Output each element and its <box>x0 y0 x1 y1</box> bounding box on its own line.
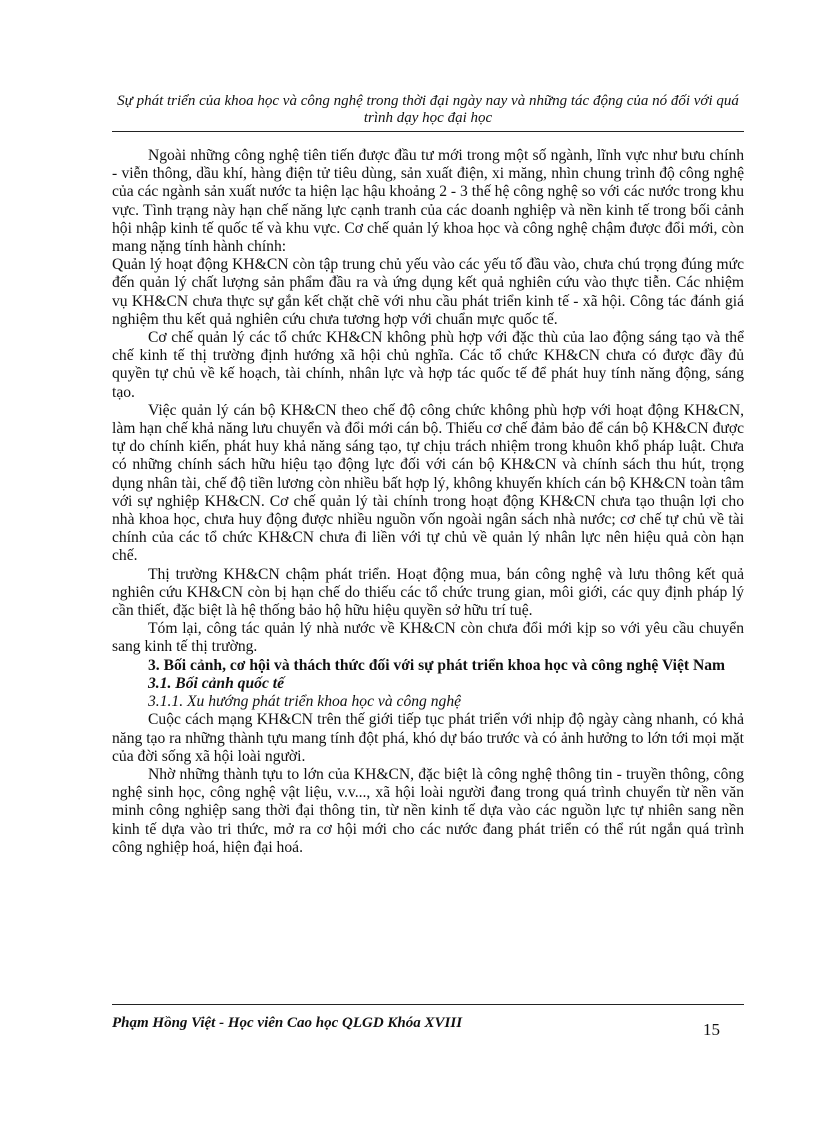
paragraph-summary: Tóm lại, công tác quản lý nhà nước về KH&CN còn chưa đổi mới kịp so với yêu cầu chuyển sang kinh tế thị trường. <box>112 620 744 656</box>
paragraph-organization-mechanism: Cơ chế quản lý các tổ chức KH&CN không phù hợp với đặc thù của lao động sáng tạo và thể chế kinh tế thị trường định hướng xã hội chủ nghĩa. Các tổ chức KH&CN chưa có được đầy đủ quyền tự chủ về kế hoạch, tài chính, nhân lực và hợp tác quốc tế để phát huy tính năng động, sáng tạo. <box>112 329 744 401</box>
page-body <box>112 147 744 857</box>
section-heading-3: 3. Bối cảnh, cơ hội và thách thức đối với sự phát triển khoa học và công nghệ Việt Nam <box>148 656 726 674</box>
page-number: 15 <box>703 1020 720 1039</box>
subsection-heading-3-1: 3.1. Bối cảnh quốc tế <box>148 674 285 692</box>
subsection-heading-3-1-1: 3.1.1. Xu hướng phát triển khoa học và công nghệ <box>148 693 462 711</box>
footer-author: Phạm Hồng Việt - Học viên Cao học QLGD Khóa XVIII <box>112 1015 463 1031</box>
paragraph-technology-lag: Ngoài những công nghệ tiên tiến được đầu tư mới trong một số ngành, lĩnh vực như bưu chính - viễn thông, dầu khí, hàng điện tử tiêu dùng, sản xuất điện, xi măng, nhìn chung trình độ công nghệ của các ngành sản xuất nước ta hiện lạc hậu khoảng 2 - 3 thế hệ công nghệ so với các nước trong khu vực. Tình trạng này hạn chế năng lực cạnh tranh của các doanh nghiệp và nền kinh tế trong bối cảnh hội nhập kinh tế quốc tế và khu vực. Cơ chế quản lý khoa học và công nghệ chậm được đổi mới, còn mang nặng tính hành chính: <box>112 147 744 256</box>
paragraph-revolution: Cuộc cách mạng KH&CN trên thế giới tiếp tục phát triển với nhịp độ ngày càng nhanh, có khả năng tạo ra những thành tựu mang tính đột phá, khó dự báo trước và có ảnh hưởng to lớn tới mọi mặt của đời sống xã hội loài người. <box>112 711 744 765</box>
paragraph-management-input-focus: Quản lý hoạt động KH&CN còn tập trung chủ yếu vào các yếu tố đầu vào, chưa chú trọng đúng mức đến quản lý chất lượng sản phẩm đầu ra và ứng dụng kết quả nghiên cứu vào thực tiễn. Các nhiệm vụ KH&CN chưa thực sự gắn kết chặt chẽ với nhu cầu phát triển kinh tế - xã hội. Công tác đánh giá nghiệm thu kết quả nghiên cứu chưa tương hợp với chuẩn mực quốc tế. <box>112 256 744 328</box>
footer-divider <box>112 1004 744 1005</box>
paragraph-achievements: Nhờ những thành tựu to lớn của KH&CN, đặc biệt là công nghệ thông tin - truyền thông, công nghệ sinh học, công nghệ vật liệu, v.v..., xã hội loài người đang trong quá trình chuyển từ nền văn minh công nghiệp sang thời đại thông tin, từ nền kinh tế dựa vào các nguồn lực tự nhiên sang nền kinh tế dựa vào tri thức, mở ra cơ hội mới cho các nước đang phát triển có thể rút ngắn quá trình công nghiệp hoá, hiện đại hoá. <box>112 765 744 856</box>
running-header: Sự phát triển của khoa học và công nghệ trong thời đại ngày nay và những tác động của nó đối với quá trình dạy học đại học <box>112 93 744 132</box>
paragraph-staff-management: Việc quản lý cán bộ KH&CN theo chế độ công chức không phù hợp với hoạt động KH&CN, làm hạn chế khả năng lưu chuyển và đổi mới cán bộ. Thiếu cơ chế đảm bảo để cán bộ KH&CN được tự do chính kiến, phát huy khả năng sáng tạo, tự chịu trách nhiệm trong khuôn khổ pháp luật. Chưa có những chính sách hữu hiệu tạo động lực đối với cán bộ KH&CN và chính sách thu hút, trọng dụng nhân tài, chế độ tiền lương còn nhiều bất hợp lý, không khuyến khích cán bộ KH&CN toàn tâm với sự nghiệp KH&CN. Cơ chế quản lý tài chính trong hoạt động KH&CN chưa tạo thuận lợi cho nhà khoa học, chưa huy động được nhiều nguồn vốn ngoài ngân sách nhà nước; cơ chế tự chủ về tài chính của các tổ chức KH&CN chưa đi liền với tự chủ về quản lý nhân lực nên hiệu quả còn hạn chế. <box>112 401 744 565</box>
paragraph-market: Thị trường KH&CN chậm phát triển. Hoạt động mua, bán công nghệ và lưu thông kết quả nghiên cứu KH&CN còn bị hạn chế do thiếu các tổ chức trung gian, môi giới, các quy định pháp lý cần thiết, đặc biệt là hệ thống bảo hộ hữu hiệu quyền sở hữu trí tuệ. <box>112 565 744 620</box>
